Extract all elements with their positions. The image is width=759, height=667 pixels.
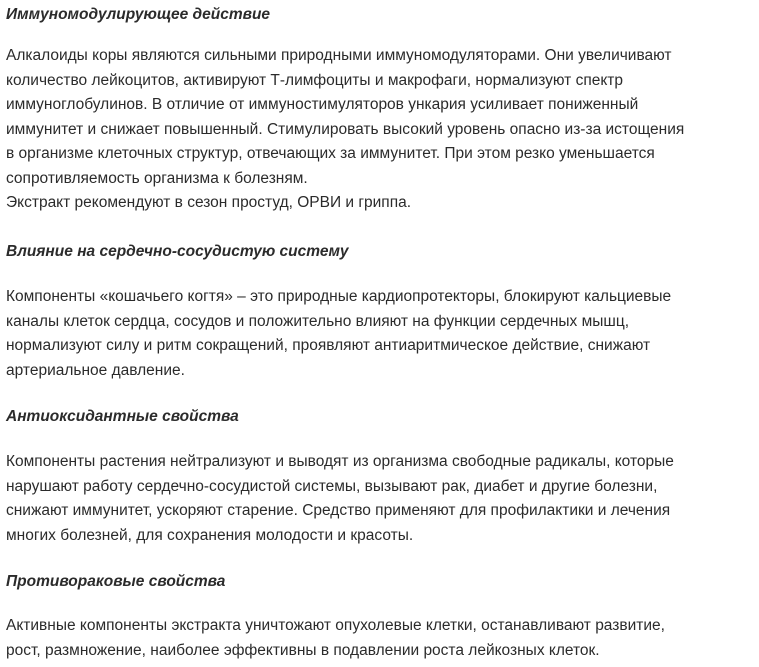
text-line: в организме клеточных структур, отвечающих за иммунитет. При этом резко уменьшается	[6, 145, 655, 162]
text-line: артериальное давление.	[6, 361, 185, 379]
text-line: иммуноглобулинов. В отличие от иммуностимуляторов ункария усиливает пониженный	[6, 96, 639, 113]
text-line: снижают иммунитет, ускоряют старение. Средство применяют для профилактики и лечения	[6, 502, 671, 519]
section-heading-cardiovascular: Влияние на сердечно-сосудистую систему	[6, 243, 349, 260]
text-line: нормализуют силу и ритм сокращений, проявляют антиаритмическое действие, снижают	[6, 337, 651, 354]
text-line: иммунитет и снижает повышенный. Стимулировать высокий уровень опасно из-за истощения	[6, 120, 685, 138]
section-heading-anticancer: Противораковые свойства	[6, 573, 226, 590]
section-paragraph-immunomodulating	[6, 44, 754, 216]
text-line: Экстракт рекомендуют в сезон простуд, ОРВИ и гриппа.	[6, 194, 412, 211]
section-heading-immunomodulating: Иммуномодулирующее действие	[6, 6, 271, 23]
section-paragraph-cardiovascular	[6, 285, 754, 383]
text-line: количество лейкоцитов, активируют Т-лимфоциты и макрофаги, нормализуют спектр	[6, 71, 624, 89]
text-line: Компоненты растения нейтрализуют и выводят из организма свободные радикалы, которые	[6, 453, 674, 470]
text-line: Компоненты «кошачьего когтя» – это природные кардиопротекторы, блокируют кальциевые	[6, 288, 672, 305]
text-line: многих болезней, для сохранения молодости и красоты.	[6, 526, 414, 544]
section-heading-antioxidant: Антиоксидантные свойства	[6, 408, 239, 425]
text-line: Активные компоненты экстракта уничтожают опухолевые клетки, останавливают развитие,	[6, 617, 665, 634]
text-line: каналы клеток сердца, сосудов и положительно влияют на функции сердечных мышц,	[6, 312, 629, 330]
section-paragraph-anticancer	[6, 614, 754, 663]
text-line: сопротивляемость организма к болезням.	[6, 169, 308, 187]
section-paragraph-antioxidant	[6, 450, 754, 548]
text-line: рост, размножение, наиболее эффективны в подавлении роста лейкозных клеток.	[6, 641, 600, 659]
text-line: нарушают работу сердечно-сосудистой системы, вызывают рак, диабет и другие болезни,	[6, 477, 658, 495]
text-line: Алкалоиды коры являются сильными природными иммуномодуляторами. Они увеличивают	[6, 47, 672, 64]
